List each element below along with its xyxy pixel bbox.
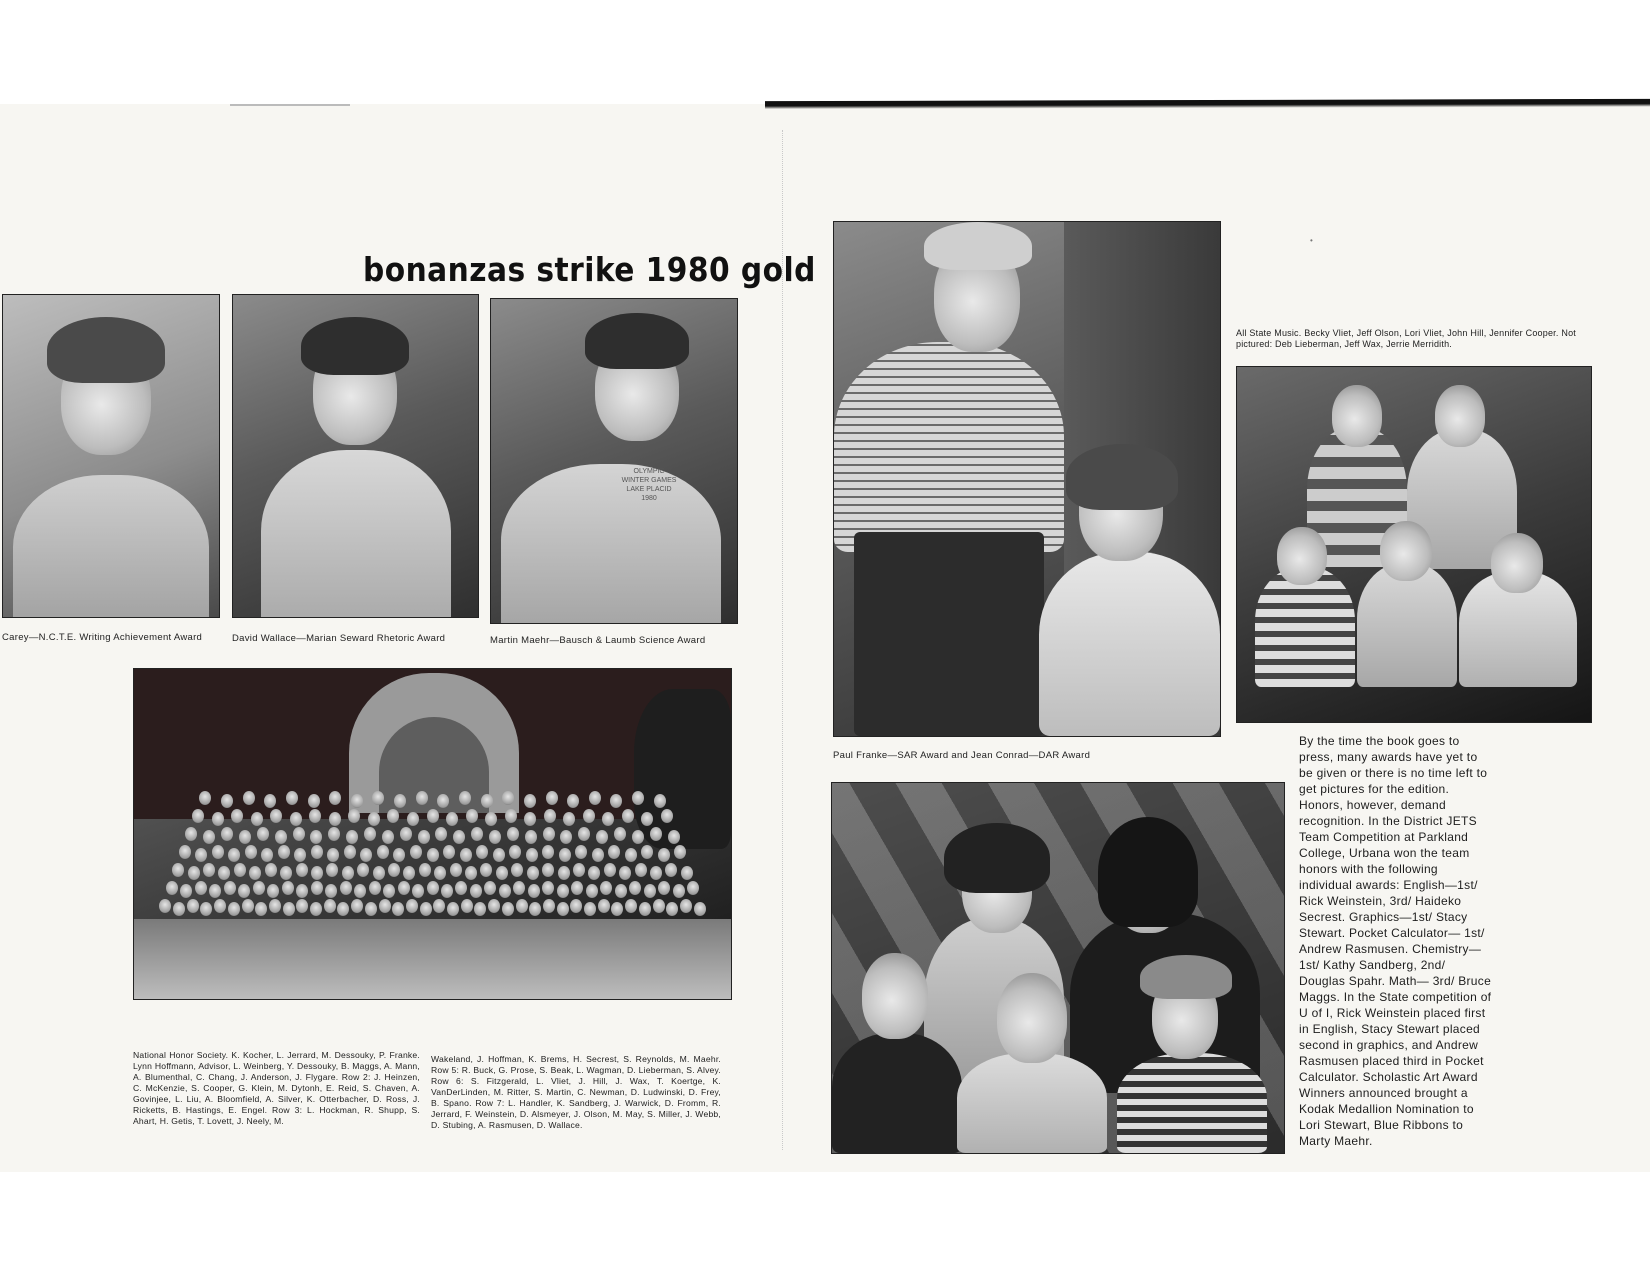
paul-jeans: [854, 532, 1044, 736]
crowd-member-head: [584, 902, 596, 916]
crowd-member-head: [172, 863, 184, 877]
crowd-member-head: [346, 830, 358, 844]
jean-blouse: [1039, 552, 1220, 736]
crowd-member-head: [173, 902, 185, 916]
crowd-member-head: [253, 881, 265, 895]
crowd-member-head: [218, 866, 230, 880]
crowd-member-head: [433, 899, 445, 913]
crowd-member-head: [592, 848, 604, 862]
crowd-member-head: [524, 812, 536, 826]
crowd-member-head: [610, 794, 622, 808]
crowd-member-head: [195, 848, 207, 862]
crowd-member-head: [525, 830, 537, 844]
crowd-member-head: [622, 809, 634, 823]
crowd-member-head: [255, 902, 267, 916]
member-2-face: [1435, 385, 1485, 447]
crowd-member-head: [372, 791, 384, 805]
crowd-member-head: [337, 902, 349, 916]
crowd-member-head: [354, 884, 366, 898]
portrait-body: [261, 450, 451, 618]
crowd-member-head: [650, 866, 662, 880]
crowd-member-head: [351, 899, 363, 913]
crowd-member-head: [485, 812, 497, 826]
crowd-member-head: [632, 791, 644, 805]
crowd-member-head: [542, 863, 554, 877]
crowd-member-head: [214, 899, 226, 913]
crowd-member-head: [326, 863, 338, 877]
crowd-member-head: [488, 899, 500, 913]
member-4-sweater: [1357, 563, 1457, 687]
crowd-member-head: [615, 884, 627, 898]
crowd-member-head: [209, 884, 221, 898]
crowd-member-head: [280, 866, 292, 880]
crowd-member-head: [265, 863, 277, 877]
crowd-member-head: [544, 809, 556, 823]
student-5-shirt: [1117, 1053, 1267, 1153]
page-edge-line: [230, 104, 350, 106]
crowd-member-head: [608, 845, 620, 859]
crowd-member-head: [251, 812, 263, 826]
student-3-face: [862, 953, 928, 1039]
student-3-shirt: [832, 1033, 962, 1153]
crowd-member-head: [650, 827, 662, 841]
crowd-member-head: [614, 827, 626, 841]
portrait-body: [501, 464, 721, 624]
crowd-member-head: [296, 899, 308, 913]
crowd-member-head: [658, 848, 670, 862]
crowd-member-head: [234, 863, 246, 877]
crowd-member-head: [188, 866, 200, 880]
crowd-member-head: [379, 899, 391, 913]
crowd-member-head: [412, 884, 424, 898]
crowd-member-head: [611, 902, 623, 916]
caption-portrait-2: David Wallace—Marian Seward Rhetoric Award: [232, 633, 446, 644]
crowd-member-head: [480, 863, 492, 877]
jean-hair: [1066, 444, 1178, 510]
stone-steps: [134, 919, 731, 999]
crowd-member-head: [661, 809, 673, 823]
crowd-member-head: [369, 881, 381, 895]
crowd-member-head: [368, 812, 380, 826]
crowd-member-head: [394, 794, 406, 808]
crowd-member-head: [293, 827, 305, 841]
member-3-face: [1277, 527, 1327, 585]
crowd-member-head: [221, 827, 233, 841]
crowd-member-head: [328, 827, 340, 841]
crowd-member-head: [228, 848, 240, 862]
crowd-member-head: [437, 794, 449, 808]
crowd-member-head: [619, 866, 631, 880]
crowd-member-head: [344, 845, 356, 859]
crowd-member-head: [203, 863, 215, 877]
member-1-face: [1332, 385, 1382, 447]
crowd-member-head: [261, 848, 273, 862]
crowd-member-head: [392, 902, 404, 916]
crowd-member-head: [543, 827, 555, 841]
crowd-member-head: [687, 881, 699, 895]
crowd-member-head: [360, 848, 372, 862]
crowd-member-head: [377, 845, 389, 859]
crowd-member-head: [447, 902, 459, 916]
crowd-member-head: [680, 899, 692, 913]
crowd-member-head: [466, 809, 478, 823]
crowd-member-head: [249, 866, 261, 880]
crowd-member-head: [588, 866, 600, 880]
crowd-member-head: [681, 866, 693, 880]
crowd-member-head: [578, 827, 590, 841]
crowd-member-head: [674, 845, 686, 859]
crowd-member-head: [195, 881, 207, 895]
crowd-member-head: [557, 902, 569, 916]
portrait-hair: [47, 317, 165, 383]
crowd-member-head: [625, 848, 637, 862]
crowd-member-head: [543, 899, 555, 913]
crowd-member-head: [639, 902, 651, 916]
crowd-member-head: [435, 827, 447, 841]
crowd-member-head: [434, 866, 446, 880]
crowd-member-head: [524, 794, 536, 808]
crowd-member-head: [290, 812, 302, 826]
crowd-member-head: [294, 848, 306, 862]
crowd-member-head: [231, 809, 243, 823]
crowd-member-head: [373, 866, 385, 880]
crowd-member-head: [403, 866, 415, 880]
crowd-member-head: [309, 809, 321, 823]
crowd-member-head: [573, 863, 585, 877]
crowd-member-head: [465, 866, 477, 880]
crowd-member-head: [644, 884, 656, 898]
crowd-member-head: [286, 791, 298, 805]
crowd-member-head: [641, 845, 653, 859]
crowd-member-head: [192, 809, 204, 823]
caption-portrait-1: Carey—N.C.T.E. Writing Achievement Award: [2, 632, 203, 643]
crowd-member-head: [400, 827, 412, 841]
crowd-member-head: [239, 830, 251, 844]
portrait-david-wallace: [232, 294, 479, 618]
student-4-sweater: [957, 1053, 1107, 1153]
crowd-member-head: [185, 827, 197, 841]
crowd-member-head: [507, 827, 519, 841]
crowd-member-head: [455, 881, 467, 895]
crowd-member-head: [526, 848, 538, 862]
stray-mark: •: [1310, 236, 1313, 245]
student-4-face: [997, 973, 1067, 1063]
portrait-hair: [301, 317, 409, 375]
crowd-member-head: [270, 809, 282, 823]
shirt-print-olympic-logo: OLYMPIC WINTER GAMES LAKE PLACID 1980: [621, 468, 677, 502]
crowd-member-head: [505, 809, 517, 823]
crowd-member-head: [221, 794, 233, 808]
crowd-member-head: [351, 794, 363, 808]
crowd-member-head: [329, 812, 341, 826]
crowd-member-head: [311, 881, 323, 895]
crowd-member-head: [586, 884, 598, 898]
crowd-member-head: [563, 812, 575, 826]
crowd-member-head: [420, 902, 432, 916]
crowd-member-head: [329, 791, 341, 805]
crowd-member-head: [212, 845, 224, 859]
crowd-member-head: [502, 902, 514, 916]
paul-shirt: [834, 342, 1064, 552]
crowd-member-head: [560, 830, 572, 844]
crowd-member-head: [212, 812, 224, 826]
crowd-member-head: [558, 866, 570, 880]
crowd-member-head: [418, 830, 430, 844]
crowd-member-head: [694, 902, 706, 916]
crowd-member-head: [493, 848, 505, 862]
student-1-hair: [944, 823, 1050, 893]
photo-national-honor-society: [133, 668, 732, 1000]
crowd-member-head: [496, 866, 508, 880]
crowd-member-head: [604, 863, 616, 877]
paul-hair: [924, 222, 1032, 270]
crowd-member-head: [308, 794, 320, 808]
crowd-member-head: [419, 863, 431, 877]
nhs-caption-column-2: Wakeland, J. Hoffman, K. Brems, H. Secrest, S. Reynolds, M. Maehr. Row 5: R. Buck, G. Prose, S. Beak, L. Wagman, D. Lieberman, S. Alvey. Row 6: S. Fitzgerald, L. Vliet, J. Hill, J. Wax, T. Koertge, K. VanDerLinden, M. Ritter, S. Martin, C. Newman, D. Ludwinski, D. Frey, B. Spano. Row 7: L. Handler, K. Sandberg, J. Warwick, D. Fromm, R. Jerrard, F. Weinstein, D. Alsmeyer, J. Olson, M. May, S. Miller, J. Webb, D. Stubing, A. Rasmusen, D. Wallace.: [431, 1054, 721, 1130]
crowd-member-head: [542, 845, 554, 859]
crowd-member-head: [311, 845, 323, 859]
photo-paul-franke-jean-conrad: [833, 221, 1221, 737]
portrait-body: [13, 475, 209, 618]
crowd-member-head: [257, 827, 269, 841]
crowd-member-head: [557, 884, 569, 898]
crowd-member-head: [481, 794, 493, 808]
caption-all-state-music: All State Music. Becky Vliet, Jeff Olson, Lori Vliet, John Hill, Jennifer Cooper. Not pictured: Deb Lieberman, Jeff Wax, Jerrie Merridith.: [1236, 328, 1576, 349]
crowd-member-head: [665, 863, 677, 877]
crowd-member-head: [357, 863, 369, 877]
member-5-face: [1491, 533, 1543, 593]
crowd-member-head: [427, 848, 439, 862]
page-title: bonanzas strike 1980 gold: [363, 250, 816, 289]
crowd-member-head: [427, 809, 439, 823]
crowd-member-head: [242, 899, 254, 913]
crowd-member-head: [625, 899, 637, 913]
crowd-member-head: [527, 866, 539, 880]
caption-pair-photo: Paul Franke—SAR Award and Jean Conrad—DAR Award: [833, 750, 1091, 761]
crowd-member-head: [459, 791, 471, 805]
student-5-cap: [1140, 955, 1232, 999]
crowd-member-head: [567, 794, 579, 808]
crowd-member-head: [310, 902, 322, 916]
crowd-member-head: [668, 830, 680, 844]
portrait-carey: [2, 294, 220, 618]
crowd-member-head: [571, 881, 583, 895]
crowd-member-head: [596, 830, 608, 844]
crowd-member-head: [474, 902, 486, 916]
crowd-member-head: [632, 830, 644, 844]
crowd-member-head: [511, 863, 523, 877]
portrait-martin-maehr: [490, 298, 738, 624]
crowd-member-head: [461, 899, 473, 913]
photo-all-state-music: [1236, 366, 1592, 723]
crowd-member-head: [187, 899, 199, 913]
crowd-member-head: [641, 812, 653, 826]
crowd-member-head: [166, 881, 178, 895]
crowd-member-head: [200, 902, 212, 916]
crowd-member-head: [410, 845, 422, 859]
crowd-member-head: [673, 884, 685, 898]
crowd-member-head: [450, 863, 462, 877]
crowd-member-head: [528, 884, 540, 898]
crowd-member-head: [516, 899, 528, 913]
crowd-member-head: [296, 884, 308, 898]
crowd-member-head: [542, 881, 554, 895]
crowd-member-head: [598, 899, 610, 913]
crowd-member-head: [446, 812, 458, 826]
crowd-member-head: [282, 881, 294, 895]
crowd-member-head: [653, 899, 665, 913]
crowd-member-head: [471, 827, 483, 841]
crowd-member-head: [310, 830, 322, 844]
crowd-member-head: [387, 809, 399, 823]
crowd-member-head: [546, 791, 558, 805]
member-4-face: [1380, 521, 1432, 581]
crowd-member-head: [340, 881, 352, 895]
crowd-member-head: [327, 848, 339, 862]
crowd-member-head: [325, 884, 337, 898]
crowd-member-head: [243, 791, 255, 805]
student-2-hair: [1098, 817, 1198, 927]
crowd-member-head: [238, 884, 250, 898]
crowd-member-head: [441, 884, 453, 898]
crowd-member-head: [324, 899, 336, 913]
photo-jets-team: [831, 782, 1285, 1154]
crowd-member-head: [529, 902, 541, 916]
crowd-member-head: [269, 899, 281, 913]
crowd-member-head: [583, 809, 595, 823]
crowd-member-head: [559, 848, 571, 862]
crowd-member-head: [365, 902, 377, 916]
crowd-member-head: [499, 884, 511, 898]
crowd-member-head: [416, 791, 428, 805]
crowd-member-head: [654, 794, 666, 808]
crowd-member-head: [600, 881, 612, 895]
member-3-sweater: [1255, 567, 1355, 687]
crowd-member-head: [602, 812, 614, 826]
crowd-member-head: [502, 791, 514, 805]
portrait-hair: [585, 313, 689, 369]
awards-story: By the time the book goes to press, many awards have yet to be given or there is no time left to get pictures for the edition. Honors, however, demand recognition. In the District JETS Team Competition at Parkland College, Urbana won the team honors with the following individual awards: English—1st/ Rick Weinstein, 3rd/ Haideko Secrest. Graphics—1st/ Stacy Stewart. Pocket Calculator— 1st/ Andrew Rasmusen. Chemistry—1st/ Kathy Sandberg, 2nd/ Douglas Spahr. Math— 3rd/ Bruce Maggs. In the State competition of U of I, Rick Weinstein placed first in English, Stacy Stewart placed second in graphics, and Andrew Rasmusen placed third in Pocket Calculator. Scholastic Art Award Winners announced brought a Kodak Medallion Nomination to Lori Stewart, Blue Ribbons to Marty Maehr.: [1299, 734, 1492, 1148]
crowd-member-head: [203, 830, 215, 844]
crowd-member-head: [476, 845, 488, 859]
crowd-member-head: [484, 881, 496, 895]
crowd-member-head: [199, 791, 211, 805]
crowd-member-head: [388, 863, 400, 877]
crowd-member-head: [364, 827, 376, 841]
crowd-member-head: [443, 845, 455, 859]
crowd-member-head: [228, 902, 240, 916]
crowd-member-head: [398, 881, 410, 895]
crowd-member-head: [348, 809, 360, 823]
crowd-member-head: [570, 899, 582, 913]
crowd-member-head: [267, 884, 279, 898]
crowd-member-head: [635, 863, 647, 877]
crowd-member-head: [460, 848, 472, 862]
crowd-member-head: [311, 866, 323, 880]
caption-portrait-3: Martin Maehr—Bausch & Laumb Science Award: [490, 635, 706, 646]
crowd-member-head: [513, 881, 525, 895]
crowd-member-head: [406, 899, 418, 913]
crowd-member-head: [159, 899, 171, 913]
crowd-member-head: [407, 812, 419, 826]
crowd-member-head: [383, 884, 395, 898]
crowd-member-head: [264, 794, 276, 808]
crowd-member-head: [489, 830, 501, 844]
crowd-member-head: [589, 791, 601, 805]
crowd-member-head: [666, 902, 678, 916]
crowd-member-head: [629, 881, 641, 895]
crowd-member-head: [245, 845, 257, 859]
crowd-member-head: [224, 881, 236, 895]
crowd-member-head: [275, 830, 287, 844]
crowd-member-head: [427, 881, 439, 895]
crowd-member-head: [453, 830, 465, 844]
crowd-member-head: [382, 830, 394, 844]
crowd-member-head: [296, 863, 308, 877]
crowd-member-head: [658, 881, 670, 895]
crowd-member-head: [470, 884, 482, 898]
crowd-member-head: [342, 866, 354, 880]
crowd-member-head: [393, 848, 405, 862]
crowd-member-head: [575, 845, 587, 859]
crowd-member-head: [278, 845, 290, 859]
crowd-member-head: [180, 884, 192, 898]
nhs-caption-column-1: National Honor Society. K. Kocher, L. Jerrard, M. Dessouky, P. Franke. Lynn Hoffmann, Advisor, L. Weinberg, Y. Dessouky, B. Maggs, A. Mann, A. Blumenthal, C. Chang, J. Anderson, J. Flygare. Row 2: J. Heinzen, C. McKenzie, S. Cooper, G. Klein, M. Dytonh, E. Reid, S. Chaven, A. Govinjee, L. Liu, A. Bloomfield, A. Silver, K. Otterbacher, D. Ross, J. Ricketts, B. Hastings, E. Engel. Row 3: L. Hockman, R. Shupp, S. Ahart, H. Getis, T. Lovett, J. Neely, M.: [133, 1050, 420, 1126]
crowd-member-head: [283, 902, 295, 916]
crowd-member-head: [509, 845, 521, 859]
crowd-member-head: [179, 845, 191, 859]
